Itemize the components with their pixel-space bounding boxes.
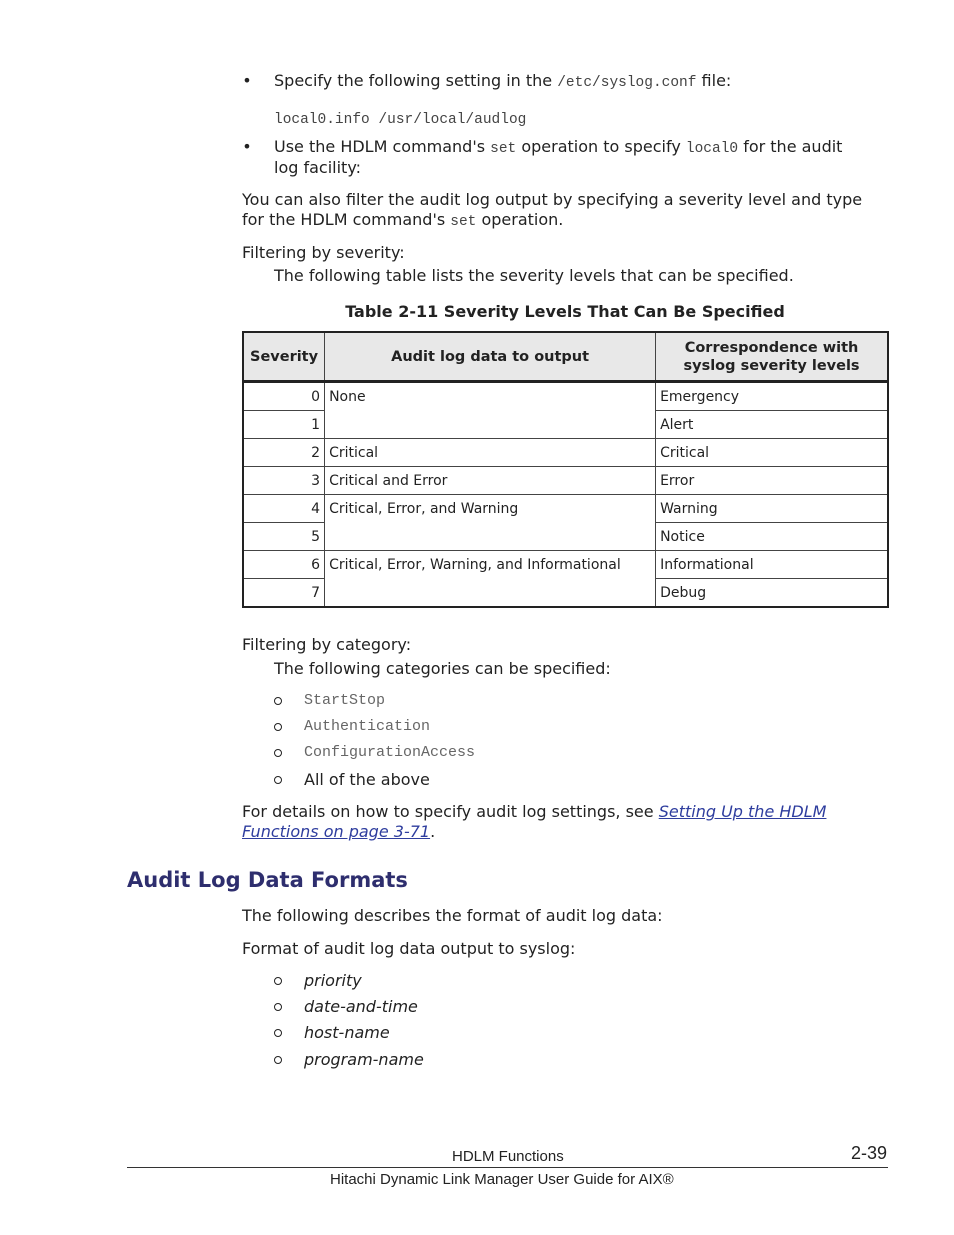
filter-paragraph-line2 <box>242 209 563 233</box>
footer-page-number: 2-39 <box>851 1143 888 1163</box>
bullet-set-facility-line2: log facility: <box>274 158 362 177</box>
code-set: set <box>490 141 517 157</box>
details-line2 <box>242 821 435 842</box>
footer-chapter: HDLM Functions <box>452 1148 564 1165</box>
table-row <box>243 382 888 411</box>
bullet-dot: • <box>242 71 252 90</box>
circle-bullet-icon <box>274 1003 282 1011</box>
audit-data-cell: Critical, Error, Warning, and Informational <box>325 551 656 608</box>
bullet-syslog-setting <box>274 70 731 94</box>
format-item: date-and-time <box>304 997 418 1016</box>
format-heading: Format of audit log data output to syslog: <box>242 939 576 958</box>
table-caption: Table 2-11 Severity Levels That Can Be Specified <box>345 302 785 321</box>
section-intro: The following describes the format of audit log data: <box>242 906 663 925</box>
syslog-cell: Informational <box>656 551 888 579</box>
severity-cell: 1 <box>243 411 325 439</box>
category-item-all: All of the above <box>304 770 430 789</box>
syslog-cell: Critical <box>656 439 888 467</box>
setting-up-link[interactable]: Setting Up the HDLM <box>658 802 827 821</box>
syslog-cell: Warning <box>656 495 888 523</box>
bullet-dot: • <box>242 137 252 156</box>
text: for the audit <box>738 137 843 156</box>
category-item: StartStop <box>304 692 386 709</box>
table-row <box>243 551 888 579</box>
audit-data-cell: Critical and Error <box>325 467 656 495</box>
circle-bullet-icon <box>274 1056 282 1064</box>
syslog-cell: Alert <box>656 411 888 439</box>
table-header-row <box>243 332 888 382</box>
details-line1 <box>242 801 826 822</box>
setting-up-link-cont[interactable]: Functions on page 3-71 <box>242 822 431 841</box>
circle-bullet-icon <box>274 723 282 731</box>
circle-bullet-icon <box>274 749 282 757</box>
severity-cell: 3 <box>243 467 325 495</box>
audit-data-cell: Critical <box>325 439 656 467</box>
circle-bullet-icon <box>274 776 282 784</box>
severity-cell: 5 <box>243 523 325 551</box>
severity-heading: Filtering by severity: <box>242 243 405 262</box>
text: Specify the following setting in the <box>274 71 558 90</box>
severity-table <box>242 331 889 608</box>
severity-cell: 6 <box>243 551 325 579</box>
syslog-cell: Error <box>656 467 888 495</box>
table-row <box>243 495 888 523</box>
circle-bullet-icon <box>274 697 282 705</box>
text: for the HDLM command's <box>242 210 451 229</box>
category-item: ConfigurationAccess <box>304 744 476 761</box>
table-row <box>243 439 888 467</box>
syslog-cell: Debug <box>656 579 888 608</box>
severity-cell: 0 <box>243 382 325 411</box>
code-local0: local0 <box>685 141 739 157</box>
category-intro: The following categories can be specified: <box>274 659 611 678</box>
text: . <box>430 822 436 841</box>
header-severity: Severity <box>243 332 325 382</box>
header-syslog: Correspondence with syslog severity levels <box>656 332 888 382</box>
header-audit-data: Audit log data to output <box>325 332 656 382</box>
circle-bullet-icon <box>274 1029 282 1037</box>
filter-paragraph-line1: You can also filter the audit log output by specifying a severity level and type <box>242 190 863 209</box>
text: For details on how to specify audit log settings, see <box>242 802 659 821</box>
severity-cell: 2 <box>243 439 325 467</box>
severity-intro: The following table lists the severity levels that can be specified. <box>274 266 794 285</box>
severity-cell: 7 <box>243 579 325 608</box>
footer-guide-title: Hitachi Dynamic Link Manager User Guide for AIX® <box>330 1171 674 1188</box>
text: operation to specify <box>516 137 686 156</box>
syslog-cell: Emergency <box>656 382 888 411</box>
text: Use the HDLM command's <box>274 137 491 156</box>
code-path: /etc/syslog.conf <box>557 75 697 91</box>
format-item: host-name <box>304 1023 390 1042</box>
syslog-cell: Notice <box>656 523 888 551</box>
severity-cell: 4 <box>243 495 325 523</box>
audit-data-cell: Critical, Error, and Warning <box>325 495 656 551</box>
code-line: local0.info /usr/local/audlog <box>274 112 527 128</box>
text: file: <box>696 71 732 90</box>
category-item: Authentication <box>304 718 431 735</box>
category-heading: Filtering by category: <box>242 635 412 654</box>
footer-divider <box>127 1167 888 1168</box>
code-set: set <box>450 214 477 230</box>
table-row <box>243 467 888 495</box>
audit-data-cell: None <box>325 382 656 439</box>
text: operation. <box>476 210 564 229</box>
section-title: Audit Log Data Formats <box>127 868 408 892</box>
circle-bullet-icon <box>274 977 282 985</box>
format-item: program-name <box>304 1050 424 1069</box>
format-item: priority <box>304 971 362 990</box>
